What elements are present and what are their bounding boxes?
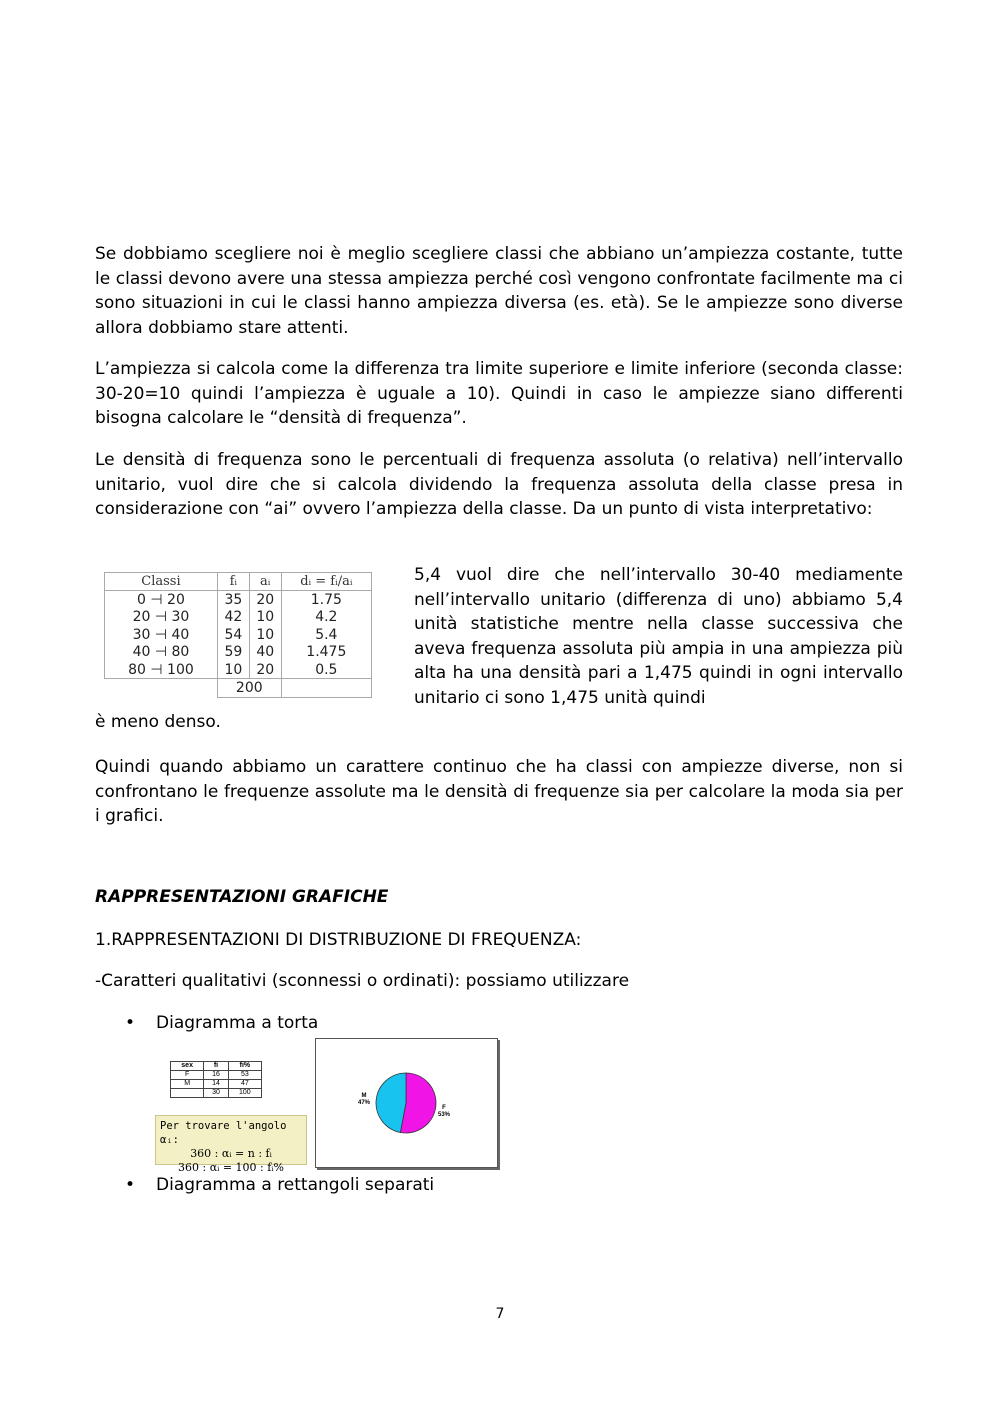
table-row bbox=[105, 591, 372, 609]
paragraph-carattere-continuo: Quindi quando abbiamo un carattere continuo che ha classi con ampiezze diverse, non si confrontano le frequenze assolute ma le densità di frequenze sia per calcolare la moda sia per i grafici. bbox=[95, 757, 903, 826]
header-di: dᵢ = fᵢ/aᵢ bbox=[281, 573, 371, 591]
paragraph-ampiezza-costante: Se dobbiamo scegliere noi è meglio scegliere classi che abbiano un’ampiezza costante, tutte le classi devono avere una stessa ampiezza perché così vengono confrontate facilmente ma ci sono situazioni in cui le classi hanno ampiezza diversa (es. età). Se le ampiezze sono diverse allora dobbiamo stare attenti. bbox=[95, 244, 903, 338]
sex-frequency-table bbox=[170, 1061, 262, 1098]
total-empty-cell bbox=[105, 679, 218, 698]
table-row bbox=[105, 609, 372, 626]
section-heading: RAPPRESENTAZIONI GRAFICHE bbox=[95, 887, 389, 907]
pie-slice-m bbox=[376, 1073, 406, 1132]
pie-label-m: M bbox=[361, 1093, 367, 1099]
cell-fi-percent: 53 bbox=[228, 1071, 261, 1080]
cell-fi: 42 bbox=[217, 609, 249, 626]
cell-class: 0 ⊣ 20 bbox=[105, 591, 218, 609]
header-sex: sex bbox=[171, 1062, 204, 1071]
cell-ai: 10 bbox=[249, 609, 281, 626]
pie-chart bbox=[316, 1039, 497, 1167]
cell-class: 30 ⊣ 40 bbox=[105, 626, 218, 643]
cell-fi: 35 bbox=[217, 591, 249, 609]
table-row bbox=[171, 1080, 262, 1089]
cell-di: 0.5 bbox=[281, 661, 371, 679]
cell-class: 20 ⊣ 30 bbox=[105, 609, 218, 626]
header-classi: Classi bbox=[105, 573, 218, 591]
cell-fi-percent: 100 bbox=[228, 1089, 261, 1098]
angle-formula-box bbox=[155, 1115, 307, 1174]
angle-formula-2: 360 : αᵢ = 100 : fᵢ% bbox=[178, 1161, 284, 1174]
cell-di: 5.4 bbox=[281, 626, 371, 643]
pie-chart-frame bbox=[315, 1038, 498, 1168]
cell-fi: 14 bbox=[204, 1080, 228, 1089]
total-cell: 200 bbox=[217, 679, 281, 698]
paragraph-calcolo-ampiezza: L’ampiezza si calcola come la differenza tra limite superiore e limite inferiore (seconda classe: 30-20=10 quindi l’ampiezza è uguale a 10). Quindi in caso le ampiezze siano differenti bisogna calcolare le “densità di frequenza”. bbox=[95, 359, 903, 428]
cell-ai: 10 bbox=[249, 626, 281, 643]
table-row bbox=[105, 626, 372, 643]
bullet-text: Diagramma a rettangoli separati bbox=[156, 1175, 435, 1195]
header-fi: fᵢ bbox=[217, 573, 249, 591]
cell-di: 4.2 bbox=[281, 609, 371, 626]
cell-di: 1.75 bbox=[281, 591, 371, 609]
page-number: 7 bbox=[495, 1306, 505, 1322]
bullet-text: Diagramma a torta bbox=[156, 1013, 319, 1033]
paragraph-densita-frequenza: Le densità di frequenza sono le percentuali di frequenza assoluta (o relativa) nell’intervallo unitario, vuol dire che si calcola dividendo la frequenza assoluta della classe presa in considerazione con “ai” ovvero l’ampiezza della classe. Da un punto di vista interpretativo: bbox=[95, 450, 903, 519]
density-table bbox=[104, 572, 372, 698]
cell-fi-percent: 47 bbox=[228, 1080, 261, 1089]
cell-class: 80 ⊣ 100 bbox=[105, 661, 218, 679]
cell-sex: F bbox=[171, 1071, 204, 1080]
intro-line: -Caratteri qualitativi (sconnessi o ordinati): possiamo utilizzare bbox=[95, 971, 630, 991]
cell-di: 1.475 bbox=[281, 643, 371, 660]
table-row bbox=[105, 661, 372, 679]
cell-ai: 20 bbox=[249, 661, 281, 679]
header-fi: fi bbox=[204, 1062, 228, 1071]
total-blank-cell bbox=[281, 679, 371, 698]
cell-fi: 30 bbox=[204, 1089, 228, 1098]
table-row bbox=[171, 1071, 262, 1080]
header-fi-percent: fi% bbox=[228, 1062, 261, 1071]
paragraph-interpretazione-tail: è meno denso. bbox=[95, 712, 221, 732]
subheading: 1.RAPPRESENTAZIONI DI DISTRIBUZIONE DI FREQUENZA: bbox=[95, 930, 582, 950]
cell-ai: 20 bbox=[249, 591, 281, 609]
bullet-icon: • bbox=[125, 1175, 136, 1195]
bullet-icon: • bbox=[125, 1013, 136, 1033]
cell-sex: M bbox=[171, 1080, 204, 1089]
cell-fi: 16 bbox=[204, 1071, 228, 1080]
table-row bbox=[171, 1089, 262, 1098]
paragraph-interpretazione: 5,4 vuol dire che nell’intervallo 30-40 mediamente nell’intervallo unitario (differenza di uno) abbiamo 5,4 unità statistiche mentre nella classe successiva che aveva frequenza assoluta più ampia in una ampiezza più alta ha una densità pari a 1,475 quindi in ogni intervallo unitario ci sono 1,475 unità quindi bbox=[414, 565, 903, 708]
pie-data-label-m: 47% bbox=[357, 1100, 371, 1106]
pie-label-f: F bbox=[442, 1105, 446, 1111]
cell-fi: 54 bbox=[217, 626, 249, 643]
angle-formula-title: Per trovare l'angolo αᵢ: bbox=[160, 1120, 287, 1146]
pie-data-label-f: 53% bbox=[437, 1112, 451, 1118]
cell-fi: 10 bbox=[217, 661, 249, 679]
cell-fi: 59 bbox=[217, 643, 249, 660]
density-table-header bbox=[105, 573, 372, 591]
table-total-row bbox=[105, 679, 372, 698]
cell-sex bbox=[171, 1089, 204, 1098]
cell-ai: 40 bbox=[249, 643, 281, 660]
angle-formula-1: 360 : αᵢ = n : fᵢ bbox=[190, 1147, 272, 1160]
header-ai: aᵢ bbox=[249, 573, 281, 591]
sex-table-header bbox=[171, 1062, 262, 1071]
cell-class: 40 ⊣ 80 bbox=[105, 643, 218, 660]
table-row bbox=[105, 643, 372, 660]
